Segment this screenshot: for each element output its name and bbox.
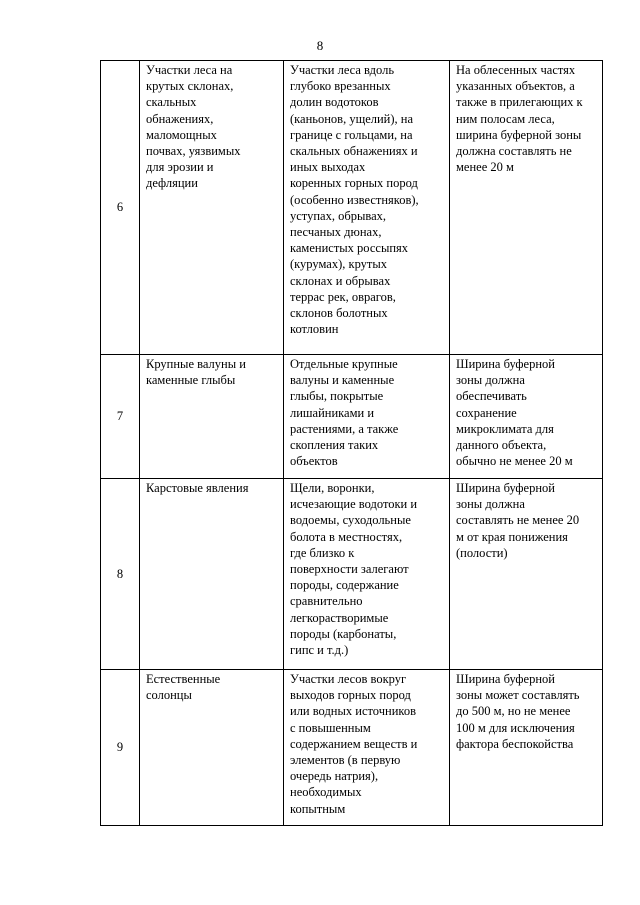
object-text: Естественные солонцы [146,672,221,703]
row-number: 7 [116,409,124,424]
table-row [101,479,603,670]
buffer-zone-cell [450,61,603,355]
object-cell [140,479,284,670]
object-cell [140,670,284,826]
row-number-cell [101,479,140,670]
object-cell [140,61,284,355]
description-text: Щели, воронки, исчезающие водотоки и водоемы, суходольные болота в местностях, где близко к поверхности залегают породы, содержание сравнительно легкорастворимые породы (карбонаты, гипс и т.д.) [290,481,418,658]
buffer-zone-text: Ширина буферной зоны должна обеспечивать сохранение микроклимата для данного объекта, обычно не менее 20 м [456,357,573,469]
table-row [101,355,603,479]
row-number-cell [101,61,140,355]
table-row [101,670,603,826]
object-cell [140,355,284,479]
object-text: Крупные валуны и каменные глыбы [146,357,246,388]
description-text: Участки лесов вокруг выходов горных пород или водных источников с повышенным содержанием веществ и элементов (в первую очередь натрия), необходимых копытным [290,672,418,816]
buffer-zone-cell [450,355,603,479]
description-cell [284,670,450,826]
row-number-cell [101,670,140,826]
row-number: 8 [116,566,124,581]
buffer-zone-cell [450,479,603,670]
row-number: 6 [116,200,124,215]
page-number: 8 [316,38,324,53]
table-row [101,61,603,355]
description-text: Отдельные крупные валуны и каменные глыбы, покрытые лишайниками и растениями, а также скопления таких объектов [290,357,399,469]
object-text: Карстовые явления [146,481,249,495]
buffer-zone-cell [450,670,603,826]
buffer-zone-text: Ширина буферной зоны должна составлять не менее 20 м от края понижения (полости) [456,481,580,560]
description-cell [284,479,450,670]
object-text: Участки леса на крутых склонах, скальных обнажениях, маломощных почвах, уязвимых для эрозии и дефляции [146,63,241,191]
description-cell [284,61,450,355]
row-number-cell [101,355,140,479]
description-text: Участки леса вдоль глубоко врезанных долин водотоков (каньонов, ущелий), на границе с гольцами, на скальных обнажениях и иных выходах коренных горных пород (особенно известняков), уступах, обрывах, песчаных дюнах, каменистых россыпях (курумах), крутых склонах и обрывах террас рек, оврагов, склонов болотных котловин [290,63,419,337]
buffer-zone-text: На облесенных частях указанных объектов, а также в прилегающих к ним полосам леса, ширина буферной зоны должна составлять не менее 20 м [456,63,583,175]
buffer-zone-text: Ширина буферной зоны может составлять до 500 м, но не менее 100 м для исключения фактора беспокойства [456,672,580,751]
description-cell [284,355,450,479]
buffer-zones-table [100,60,603,826]
row-number: 9 [116,740,124,755]
